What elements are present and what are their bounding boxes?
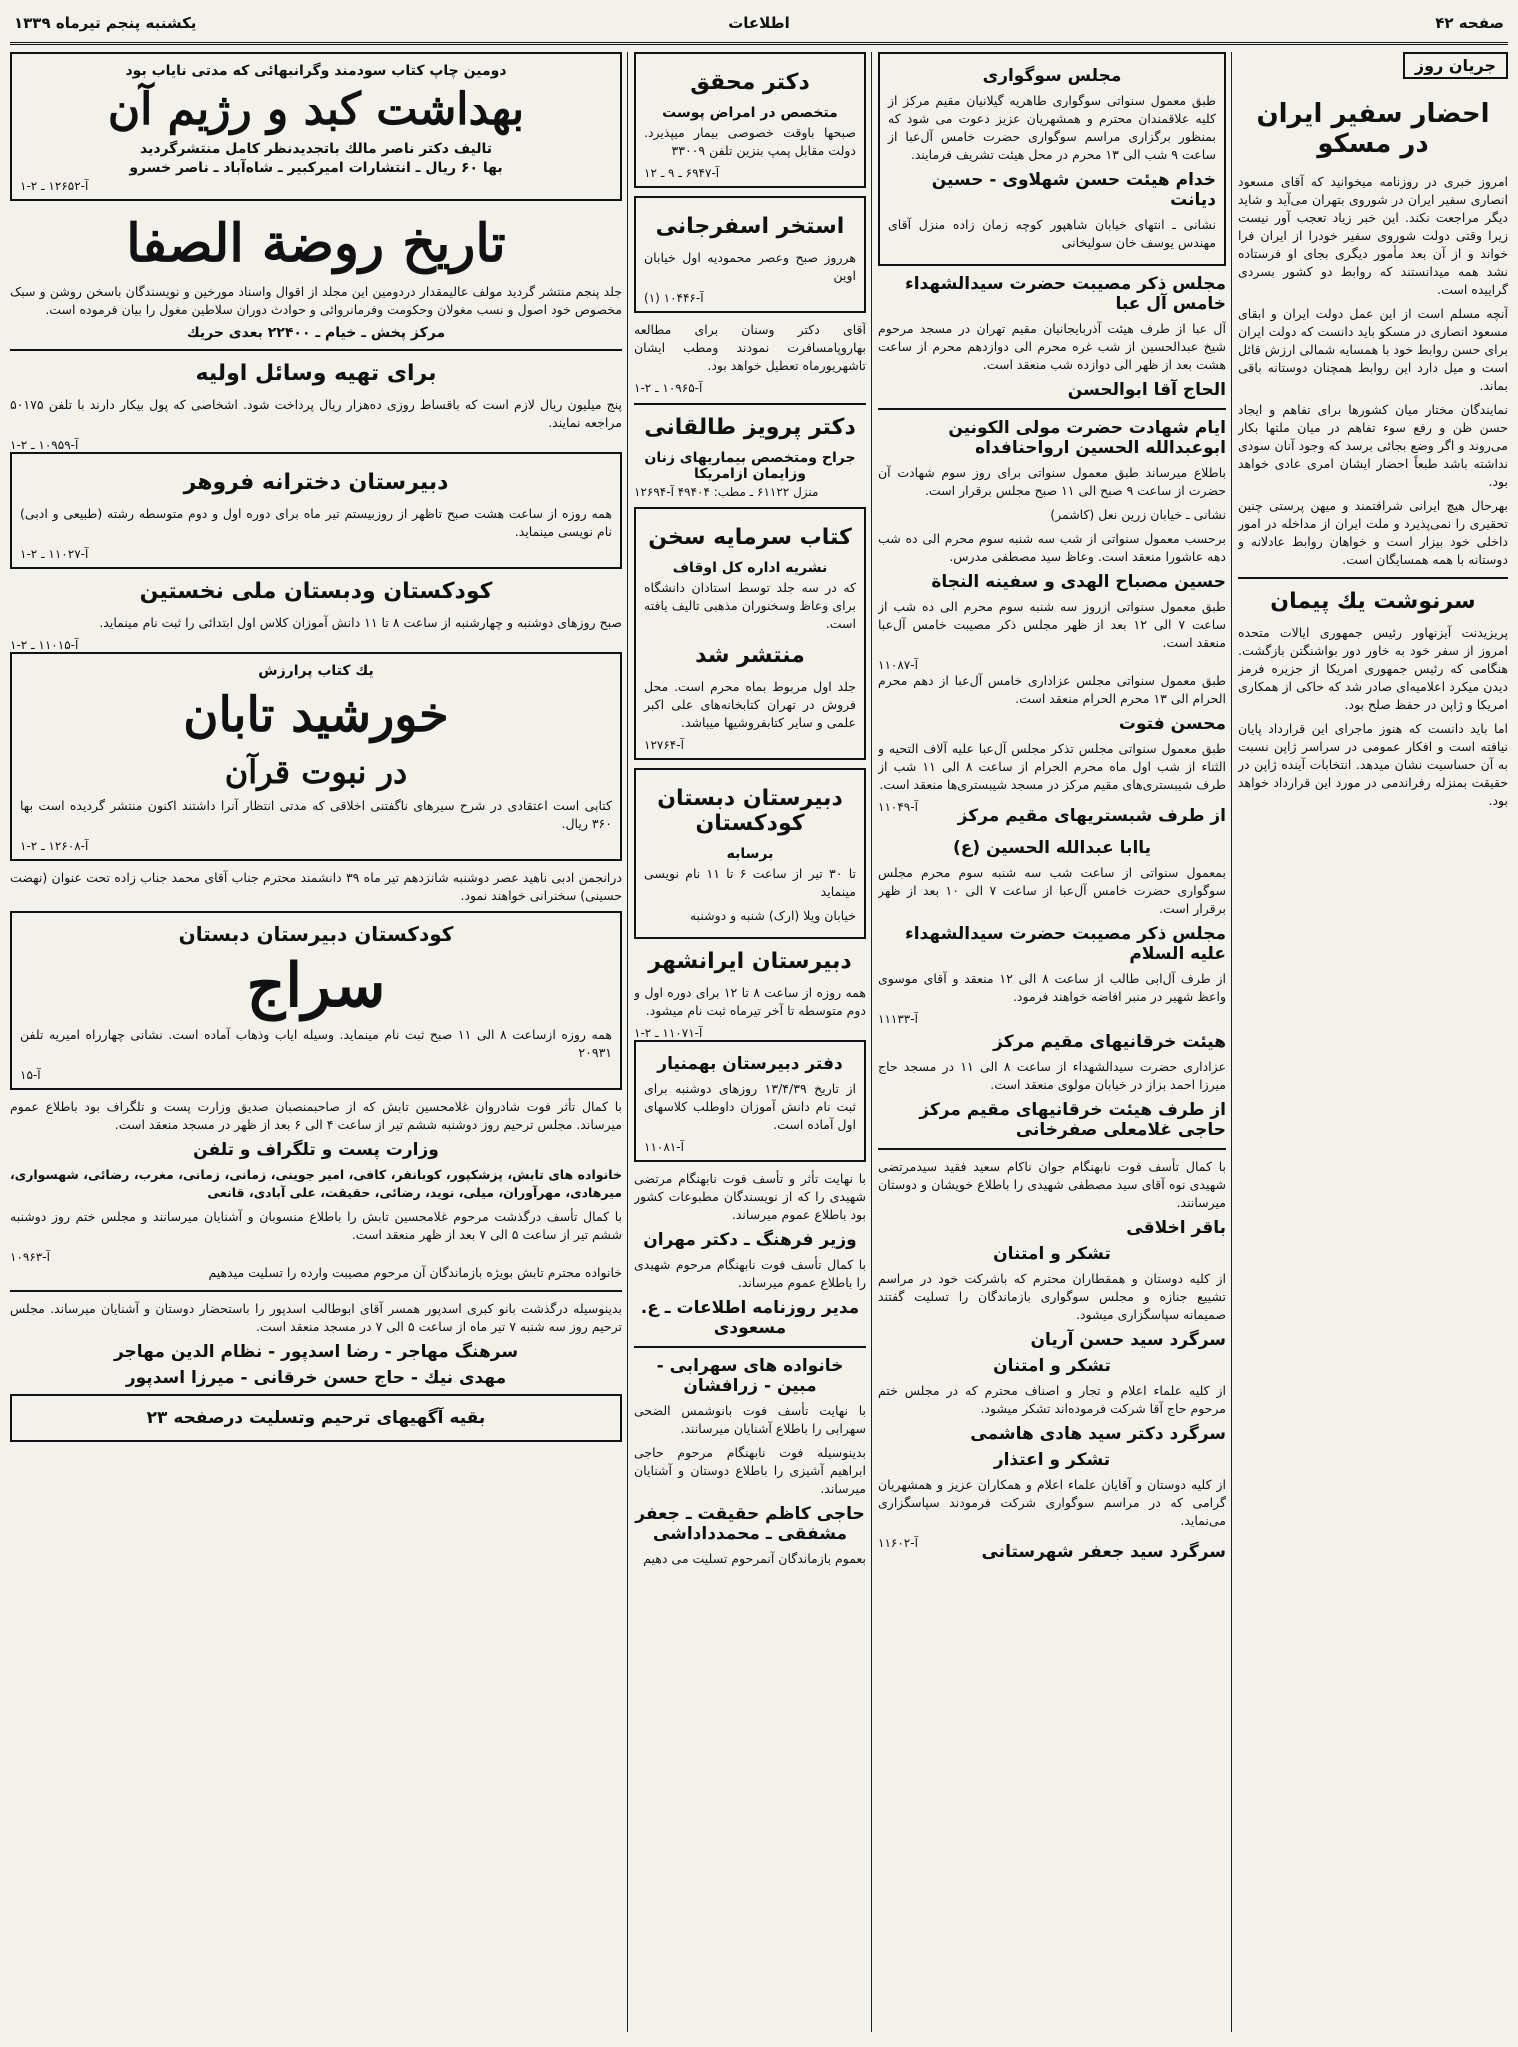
ad-address: خیابان ویلا (ارک) شنبه و دوشنبه bbox=[689, 908, 856, 923]
ad-subtitle: تالیف دکتر ناصر مالك باتجدیدنظر کامل منتشرگردید bbox=[139, 141, 492, 157]
ad-code: آ-۱۰۹۶۵ ـ ۲-۱ bbox=[634, 381, 703, 395]
notice-title: مجلس ذکر مصیبت حضرت سیدالشهداء خامس آل عبا bbox=[905, 274, 1226, 314]
ad-title: دکتر پرویز طالقانی bbox=[644, 415, 856, 440]
ad-code: آ-۱۰۹۶۳ bbox=[10, 1250, 50, 1264]
ads-column bbox=[634, 52, 866, 2032]
notice-text: از کلیه دوستان و آقایان علماء اعلام و همکاران عزیز و همشهریان گرامی که در مراسم سوگواری شرکت فرمودند سپاسگزاری می‌نماید. bbox=[878, 1477, 1226, 1528]
ad-title: کتاب سرمایه سخن bbox=[648, 525, 852, 550]
notice-sign: وزیر فرهنگ ـ دکتر مهران bbox=[643, 1230, 857, 1250]
obituary-sign: سرهنگ مهاجر - رضا اسدپور - نظام الدین مهاجر bbox=[113, 1342, 519, 1362]
notice-sign: مدیر روزنامه اطلاعات ـ ع. مسعودی bbox=[640, 1298, 860, 1338]
notice-text: با نهایت تأثر و تأسف فوت نابهنگام مرتضی شهیدی را که از نویسندگان مطبوعات کشور بود باطلاع عموم میرساند. bbox=[634, 1171, 866, 1222]
ad-code: آ-۱۲۶۰۸ ـ ۲-۱ bbox=[20, 839, 89, 853]
ad-code: آ-۱۰۹۵۹ ـ ۲-۱ bbox=[10, 438, 79, 452]
issue-date: یکشنبه پنجم تیرماه ۱۳۳۹ bbox=[14, 14, 197, 32]
editorial-paragraph: اما باید دانست که هنوز ماجرای این قرارداد پایان نیافته است و افکار عمومی در سراسر ژاپن نسبت به آن حساسیت نشان میدهد. انتخابات آینده ژاپن در حقیقت بمنزله رفراندمی در مورد این قرارداد خواهد بود. bbox=[1238, 721, 1508, 808]
ad-title: دبیرستان ایرانشهر bbox=[648, 949, 852, 974]
ad-box bbox=[10, 452, 622, 569]
ad-code: آ-۱۵ bbox=[20, 1068, 41, 1082]
masthead: اطلاعات bbox=[728, 14, 790, 32]
ad-code: آ-۱۱۱۳۳ bbox=[878, 1012, 918, 1026]
ad-address: مرکز پخش ـ خیام ـ ۲۲۴۰۰ بعدی حریك bbox=[186, 325, 446, 341]
ad-code: آ-۱۱۶۰۲ bbox=[878, 1536, 918, 1550]
divider bbox=[878, 1148, 1226, 1150]
ad-text: همه روزه ازساعت ۸ الی ۱۱ صبح ثبت نام مینماید. وسیله ایاب وذهاب آماده است. نشانی چهارراه امیریه تلفن ۲۰۹۳۱ bbox=[20, 1027, 613, 1060]
obituary-sign: وزارت پست و تلگراف و تلفن bbox=[193, 1140, 439, 1160]
book-subtitle: در نبوت قرآن bbox=[224, 753, 408, 791]
notice-sign: سرگرد دکتر سید هادی هاشمی bbox=[970, 1424, 1226, 1444]
notice-sign: سرگرد سید حسن آریان bbox=[1030, 1330, 1226, 1350]
editorial-column bbox=[1238, 52, 1508, 2032]
ad-title: استخر اسفرجانی bbox=[655, 214, 845, 239]
ad-box bbox=[634, 196, 866, 313]
ad-text: از تاریخ ۱۳/۴/۳۹ روزهای دوشنبه برای ثبت نام دانش آموزان داوطلب کلاسهای اول آماده است. bbox=[644, 1081, 856, 1132]
notice-text: باطلاع میرساند طبق معمول سنواتی برای روز سوم شهادت آن حضرت از ساعت ۹ صبح الی ۱۱ صبح مجلس برقرار است. bbox=[878, 465, 1226, 498]
continued-note bbox=[10, 1394, 622, 1442]
newspaper-page bbox=[10, 8, 1508, 2038]
notice-title: حسین مصباح الهدی و سفینه النجاة bbox=[931, 572, 1226, 592]
ad-title: کودکستان ودبستان ملی نخستین bbox=[139, 579, 493, 604]
ad-kicker: دومین چاپ کتاب سودمند وگرانبهائی که مدتی نایاب بود bbox=[125, 63, 507, 79]
ad-code: آ-۱۰۴۴۶ (۱) bbox=[644, 291, 704, 305]
ad-text: پنج میلیون ریال لازم است که باقساط روزی ده‌هزار ریال پرداخت شود. اشخاصی که پول بیکار دارند با تلفن ۵۰۱۷۵ مراجعه نمایند. bbox=[10, 397, 622, 430]
ad-title: دبیرستان دخترانه فروهر bbox=[183, 470, 449, 495]
editorial-paragraph: آنچه مسلم است از این عمل دولت ایران و ابقای مسعود انصاری در مسکو باید دانست که دولت ایران برای حسن روابط خود با همسایه شمالی ارزش قائل است و میل دارد این روابط همچنان دوستانه باقی بماند. bbox=[1238, 306, 1508, 393]
page-header bbox=[10, 8, 1508, 45]
notice-title: مجلس ذکر مصیبت حضرت سیدالشهداء علیه السلام bbox=[905, 924, 1226, 964]
notice-text: با نهایت تأسف فوت بانوشمس الضحی سهرابی را باطلاع آشنایان میرسانند. bbox=[634, 1403, 866, 1436]
notice-sign: الحاج آقا ابوالحسن bbox=[1067, 380, 1226, 400]
ad-code: آ-۱۱۰۷۱ ـ ۲-۱ bbox=[634, 1026, 703, 1040]
editorial-paragraph: بهرحال هیچ ایرانی شرافتمند و میهن پرستی چنین تحقیری را نمی‌پذیرد و ملت ایران از مداخله در امور داخلی خود بیزار است و خواهان روابط عادلانه و دوستانه با همه همسایگان است. bbox=[1238, 498, 1508, 567]
ad-title: دکتر محقق bbox=[690, 70, 810, 95]
ad-text: تا ۳۰ تیر از ساعت ۶ تا ۱۱ نام نویسی مینماید bbox=[644, 866, 856, 899]
ad-text: کتابی است اعتقادی در شرح سیرهای ناگفتنی اخلاقی که مدتی انتظار آنرا داشتند اکنون منتشر گردیده است بها ۳۶۰ ریال. bbox=[20, 798, 612, 831]
divider bbox=[1238, 577, 1508, 579]
ad-code: آ-۶۹۴۷ ـ ۹ ـ ۱۲ bbox=[644, 166, 720, 180]
ad-box bbox=[634, 1040, 866, 1162]
notice-text: از طرف آل‌ابی طالب از ساعت ۸ الی ۱۲ منعقد و آقای موسوی واعظ شهیر در منبر افاضه خواهند فرمود. bbox=[878, 971, 1226, 1004]
notice-text: از کلیه دوستان و همقطاران محترم که باشرکت خود در مراسم تشییع جنازه و مجلس سوگواری بازماندگان را تسلیت گفتند صمیمانه سپاسگزاری میشود. bbox=[878, 1271, 1226, 1322]
notice-text: با کمال تأسف فوت نابهنگام جوان ناکام سعید فقید سیدمرتضی شهیدی نوه آقای سید مصطفی شهیدی را باطلاع خویشان و دوستان میرسانند. bbox=[878, 1159, 1226, 1210]
ad-subtitle: نشریه اداره کل اوقاف bbox=[672, 560, 828, 576]
ad-phone: منزل ۶۱۱۲۲ ـ مطب: ۴۹۴۰۴ آ-۱۲۶۹۴ bbox=[634, 485, 819, 499]
notice-title: تشکر و امتنان bbox=[993, 1244, 1111, 1264]
notice-title: یاابا عبدالله الحسین (ع) bbox=[952, 838, 1152, 858]
page-number: صفحه ۴۲ bbox=[1435, 14, 1504, 32]
ad-text: همه روزه از ساعت ۸ تا ۱۲ برای دوره اول و دوم متوسطه تا آخر تیرماه ثبت نام میشود. bbox=[634, 985, 866, 1018]
ad-text: صبحها باوقت خصوصی بیمار میپذیرد. دولت مقابل پمپ بنزین تلفن ۳۳۰۰۹ bbox=[644, 125, 856, 158]
ad-title: برای تهیه وسائل اولیه bbox=[195, 361, 437, 386]
notice-title: خانواده های سهرابی - مبین - زرافشان bbox=[656, 1356, 844, 1396]
section-tag: جریان روز bbox=[1403, 52, 1508, 79]
left-ads-column bbox=[10, 52, 622, 2032]
editorial-paragraph: امروز خبری در روزنامه میخوانید که آقای مسعود انصاری سفیر ایران در شوروی بتهران می‌آید و شاید دیگر مراجعت نکند. این خبر زیاد تعجب آور نیست زیرا وقتی دولت شوروی سفیر خودرا از ایران فرا خواند و از آن بعد مأمور دیگری بجای او فرستاده نشد همه میدانستند که روابط دو کشور بسردی گراییده است. bbox=[1238, 174, 1508, 297]
editorial-paragraph: پریزیدنت آیزنهاور رئیس جمهوری ایالات متحده امروز از سفر خود به خاور دور بواشنگتن بازگشت. هنگامی که رئیس جمهوری امریکا از جزیره فرمز دیدن میکرد اعلامیه‌ای صادر شد که حاکی از همکاری امریکا و ژاپن در حفظ صلح بود. bbox=[1238, 625, 1508, 712]
notice-text: طبق معمول سنواتی مجلس عزاداری خامس آل‌عبا از دهم محرم الحرام الی ۱۳ محرم الحرام منعقد است. bbox=[878, 673, 1226, 706]
column-rule bbox=[627, 52, 628, 2032]
book-title: خورشید تابان bbox=[183, 687, 449, 743]
ad-box bbox=[634, 768, 866, 939]
divider bbox=[634, 403, 866, 405]
obituary-sign: مهدی نیك - حاج حسن خرقانی - میرزا اسدپور bbox=[125, 1368, 507, 1388]
notice-text: برحسب معمول سنواتی از شب سه شنبه سوم محرم الی ده شب دهه عاشورا منعقد است. وعاظ سید مصطفی مدرس. bbox=[878, 531, 1226, 564]
notice-title: ایام شهادت حضرت مولی الکونین ابوعبدالله الحسین ارواحنافداه bbox=[948, 418, 1226, 458]
notice-text: طبق معمول سنواتی ازروز سه شنبه سوم محرم الی ده شب از ساعت ۷ الی ۱۲ بعد از ظهر مجلس ذکر مصیبت خامس آل‌عبا منعقد است. bbox=[878, 599, 1226, 650]
ad-kicker: یك کتاب پرارزش bbox=[258, 663, 374, 679]
ad-price: بها ۶۰ ریال ـ انتشارات امیرکبیر ـ شاه‌آباد ـ ناصر خسرو bbox=[129, 160, 503, 176]
divider bbox=[10, 1290, 622, 1292]
column-rule bbox=[1231, 52, 1232, 2032]
divider bbox=[878, 408, 1226, 410]
ad-box bbox=[10, 52, 622, 201]
ad-code: آ-۱۱۰۴۹ bbox=[878, 800, 918, 814]
ad-box bbox=[10, 652, 622, 861]
school-title: سراج bbox=[246, 951, 386, 1021]
notice-text: عزاداری حضرت سیدالشهداء از ساعت ۸ الی ۱۱ در مسجد حاج میرزا احمد بزاز در خیابان مولوی منعقد است. bbox=[878, 1059, 1226, 1092]
ad-text: آقای دکتر وسنان برای مطالعه بهاروپامسافرت نمودند ومطب ایشان تاشهریورماه تعطیل خواهد بود. bbox=[634, 322, 866, 373]
book-title: بهداشت کبد و رژیم آن bbox=[107, 84, 525, 135]
ad-code: آ-۱۱۰۸۱ bbox=[644, 1140, 684, 1154]
ad-text: جلد اول مربوط بماه محرم است. محل فروش در تهران کتابخانه‌های علی اکبر علمی و سایر کتابفروشیها میباشد. bbox=[644, 679, 856, 730]
ad-text: هرروز صبح وعصر محمودیه اول خیابان اوین bbox=[644, 250, 856, 283]
notice-text: بمعمول سنواتی از ساعت شب سه شنبه سوم محرم مجلس سوگواری حضرت خامس آل‌عبا از ساعت ۷ الی ۱۰ بعد از ظهر برقرار است. bbox=[878, 865, 1226, 916]
ad-code: آ-۱۲۷۶۴ bbox=[644, 738, 684, 752]
notice-address: نشانی ـ خیابان زرین نعل (کاشمر) bbox=[1050, 507, 1226, 522]
ad-box bbox=[634, 507, 866, 760]
ad-subtitle: متخصص در امراض پوست bbox=[662, 105, 838, 121]
notice-sign: محسن فتوت bbox=[1118, 714, 1226, 734]
ad-code: آ-۱۱۰۲۷ ـ ۲-۱ bbox=[20, 547, 89, 561]
obituary-text: با کمال تأسف درگذشت مرحوم غلامحسین تابش را باطلاع منسوبان و آشنایان میرسانند و مجلس ختم روز دوشنبه ششم تیر از ساعت ۵ الی ۷ بعد از ظهر منعقد است. bbox=[10, 1209, 622, 1242]
book-title: تاریخ روضة الصفا bbox=[126, 213, 506, 274]
notice-sign: از طرف شبستریهای مقیم مرکز bbox=[957, 806, 1226, 826]
notices-column bbox=[878, 52, 1226, 2032]
column-rule bbox=[871, 52, 872, 2032]
notice-title: تشکر و امتنان bbox=[993, 1356, 1111, 1376]
ad-subtitle: برسابه bbox=[726, 846, 774, 862]
notice-sign: باقر اخلاقی bbox=[1126, 1218, 1226, 1238]
ad-title: دبیرستان دبستان کودکستان bbox=[657, 786, 843, 836]
second-headline: سرنوشت یك پیمان bbox=[1270, 589, 1476, 614]
notice-title: هیئت خرقانیهای مقیم مرکز bbox=[993, 1032, 1226, 1052]
notice-text: طبق معمول سنواتی مجلس تذکر مجلس آل‌عبا علیه آلاف التحیه و الثناء از شب اول ماه محرم الحرام از ساعت ۸ الی ۱۱ شب از طرف شیبستری‌های مقیم مرکز در مسجد شیبستری‌ها منعقد است. bbox=[878, 741, 1226, 792]
ad-title: دفتر دبیرستان بهمنیار bbox=[657, 1054, 843, 1074]
obituary-text: خانواده محترم تابش بویژه بازماندگان آن مرحوم مصیبت وارده را تسلیت میدهیم bbox=[208, 1265, 622, 1280]
notice-text: از کلیه علماء اعلام و تجار و اصناف محترم که در مجلس ختم مرحوم حاج آقا شرکت فرموده‌اند تشکر میشود. bbox=[878, 1383, 1226, 1416]
editorial-headline: احضار سفیر ایران در مسکو bbox=[1256, 99, 1490, 159]
notice-text: با کمال تأسف فوت نابهنگام مرحوم شهیدی را باطلاع عموم میرساند. bbox=[634, 1257, 866, 1290]
ad-box bbox=[10, 911, 622, 1090]
ad-kicker: کودکستان دبیرستان دبستان bbox=[178, 922, 454, 946]
notice-text: نشانی ـ انتهای خیابان شاهپور کوچه زمان زاده منزل آقای مهندس یوسف خان سولیخانی bbox=[888, 217, 1216, 250]
notice-sign: خدام هیئت حسن شهلاوی - حسین دیانت bbox=[931, 170, 1216, 210]
ad-text: که در سه جلد توسط استادان دانشگاه برای وعاظ وسخنوران مذهبی تالیف یافته است. bbox=[644, 580, 856, 631]
notice-sign: از طرف هیئت خرقانیهای مقیم مرکز حاجی غلامعلی صفرخانی bbox=[919, 1100, 1226, 1140]
obituary-families: خانواده های تابش، پزشکپور، کوبانفر، کافی، امیر جوینی، زمانی، زمانی، مغرب، رضائی، شهسواری، میرهادی، مهرآوران، میلی، نوید، رضائی، حقیقت، علی آبادی، قانعی bbox=[10, 1167, 622, 1200]
continued-note-text: بقیه آگهیهای ترحیم وتسلیت درصفحه ۲۳ bbox=[146, 1408, 486, 1428]
ad-code: آ-۱۱۰۸۷ bbox=[878, 658, 918, 672]
ad-title: منتشر شد bbox=[695, 643, 805, 668]
notice-text: طبق معمول سنواتی سوگواری طاهریه گیلانیان مقیم مرکز از کلیه علاقمندان محترم و همشهریان عزیز دعوت می شود که بمنظور برگزاری مراسم سوگواری حضرت خامس آل‌عبا از ساعت ۹ شب الی ۱۳ محرم در محل هیئت تشریف فرمایند. bbox=[888, 93, 1216, 162]
notice-sign: حاجی کاظم حقیقت ـ جعفر مشفقی ـ محمدداداشی bbox=[635, 1504, 865, 1544]
notice-title: مجلس سوگواری bbox=[982, 66, 1122, 86]
ad-box bbox=[634, 52, 866, 188]
obituary-text: با کمال تأثر فوت شادروان غلامحسین تابش که از صاحبمنصبان صدیق وزارت پست و تلگراف بود باطلاع عموم میرساند. مجلس ترحیم روز دوشنبه ششم تیر از ساعت ۴ الی ۶ بعد از ظهر در مسجد منعقد است. bbox=[10, 1099, 622, 1132]
notice-title: تشکر و اعتذار bbox=[993, 1450, 1111, 1470]
editorial-paragraph: نمایندگان مختار میان کشورها برای تفاهم و ایجاد حسن ظن و رفع سوء تفاهم در میان ملتها بکار می‌روند و اگر وضع بجائی برسد که وجود آنان سودی نداشته باشد طبعاً احضار ایشان امری عادی خواهد بود. bbox=[1238, 402, 1508, 489]
notice-text: بدینوسیله فوت نابهنگام مرحوم حاجی ابراهیم آشیزی را باطلاع دوستان و آشنایان میرساند. bbox=[634, 1445, 866, 1496]
ad-code: آ-۱۱۰۱۵ ـ ۲-۱ bbox=[10, 638, 79, 652]
obituary-text: بدینوسیله درگذشت بانو کبری اسدپور همسر آقای ابوطالب اسدپور را باستحضار دوستان و آشنایان میرساند. مجلس ترحیم روز سه شنبه ۷ تیر ماه از ساعت ۵ الی ۷ در مسجد منعقد است. bbox=[10, 1301, 622, 1334]
ad-text: صبح روزهای دوشنبه و چهارشنبه از ساعت ۸ تا ۱۱ دانش آموزان کلاس اول ابتدائی را ثبت نام مینماید. bbox=[99, 615, 622, 630]
ad-code: آ-۱۲۶۵۲ ـ ۲-۱ bbox=[20, 179, 89, 193]
notice-text: آل عبا از طرف هیئت آذربایجانیان مقیم تهران در مسجد مرحوم شیخ عبدالحسین از شب غره محرم الی دوازدهم محرم از ساعت هشت بعد از ظهر الی دوازده شب منعقد است. bbox=[878, 321, 1226, 372]
ad-text: درانجمن ادبی ناهید عصر دوشنبه شانزدهم تیر ماه ۳۹ دانشمند محترم جناب آقای محمد جناب زاده تحت عنوان (نهضت حسینی) سخنرانی خواهند نمود. bbox=[10, 870, 622, 903]
notice-sign: سرگرد سید جعفر شهرستانی bbox=[981, 1542, 1226, 1562]
divider bbox=[10, 349, 622, 351]
ad-text: همه روزه از ساعت هشت صبح تاظهر از روزبیستم تیر ماه برای دوره اول و دوم متوسطه رشته (طبیعی و ادبی) نام نویسی مینماید. bbox=[20, 506, 612, 539]
divider bbox=[634, 1346, 866, 1348]
notice-text: بعموم بازماندگان آنمرحوم تسلیت می دهیم bbox=[643, 1551, 866, 1566]
ad-subtitle: جراح ومتخصص بیماریهای زنان وزایمان ازامریکا bbox=[644, 450, 856, 482]
notice-box bbox=[878, 52, 1226, 266]
ad-text: جلد پنجم منتشر گردید مولف عالیمقدار دردومین این مجلد از اقوال واسناد مورخین و نویسندگان باسخن روشن و سبک مخصوص خود اصول و نسب مغولان وحکومت وفرمانروائی و حوادث دوران سلاطین مغول را بیان فرموده است. bbox=[10, 284, 622, 317]
